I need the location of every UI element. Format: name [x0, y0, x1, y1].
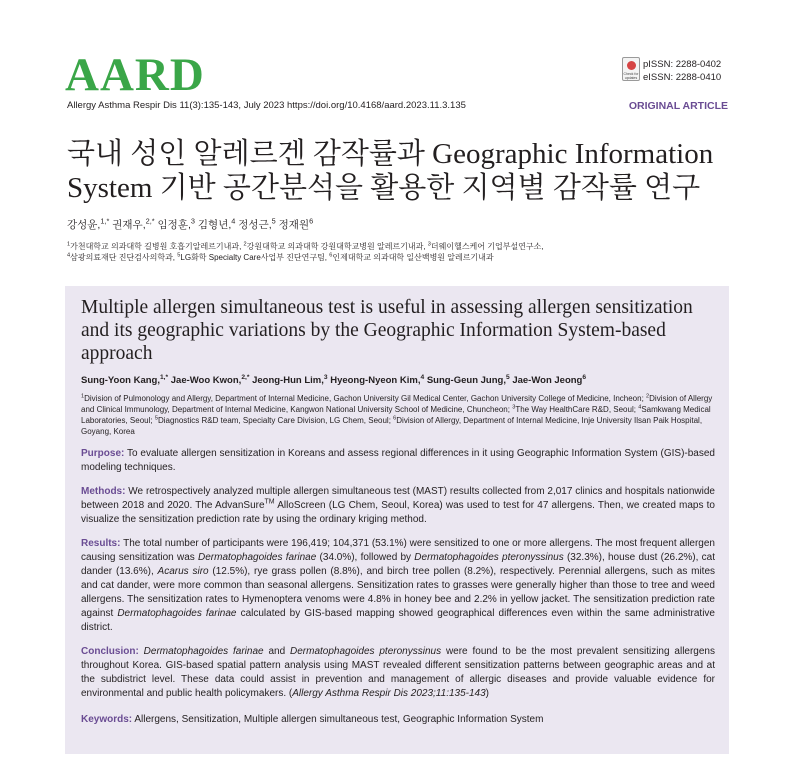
- check-updates-icon: [627, 61, 636, 70]
- author-sup: 6: [309, 216, 314, 226]
- results-text: (34.0%), followed by: [316, 552, 415, 563]
- english-authors: [81, 375, 715, 386]
- aff-sup: 5: [177, 252, 181, 259]
- aff-text: 강원대학교 의과대학 강원대학교병원 알레르기내과,: [246, 242, 428, 251]
- aff-text: Division of Allergy and Clinical Immunology, Department of Internal Medicine, Kangwon National University School of Medicine, Chuncheon;: [81, 394, 713, 414]
- aff-text: LG화학 Specialty Care사업부 진단연구팀,: [180, 253, 330, 262]
- conclusion-text: ): [485, 688, 490, 699]
- keywords-text: Allergens, Sensitization, Multiple allergen simultaneous test, Geographic Information System: [132, 714, 544, 725]
- english-title: Multiple allergen simultaneous test is useful in assessing allergen sensitization and its geographic variations by the Geographic Information System-based approach: [81, 297, 693, 364]
- english-affiliations: [81, 393, 715, 437]
- aff-text: 인제대학교 의과대학 일산백병원 알레르기내과: [332, 253, 494, 262]
- aff-text: 가천대학교 의과대학 길병원 호흡기알레르기내과,: [70, 242, 244, 251]
- aff-sup: 1: [81, 393, 85, 400]
- citation-ref: Allergy Asthma Respir Dis 2023;11:135-143: [292, 688, 486, 699]
- methods-section: [81, 485, 715, 527]
- species-name: Acarus siro: [157, 566, 209, 577]
- species-name: Dermatophagoides farinae: [117, 608, 237, 619]
- author-name: 임정훈,: [157, 219, 191, 231]
- purpose-label: Purpose:: [81, 448, 125, 459]
- author-sup: 1,*: [159, 373, 169, 381]
- author-name: 강성윤,: [67, 219, 101, 231]
- aff-text: 삼광의료재단 진단검사의학과,: [70, 253, 178, 262]
- aff-text: Division of Allergy, Department of Internal Medicine, Inje University Ilsan Paik Hospital, Goyang, Korea: [81, 416, 703, 436]
- results-text: calculated by GIS-based mapping showed geographical differences even within the same administrative district.: [81, 608, 715, 633]
- aff-text: Diagnostics R&D team, Specialty Care Division, LG Chem, Seoul;: [157, 416, 394, 425]
- author-name: 권재우,: [112, 219, 146, 231]
- trademark-sup: TM: [264, 498, 275, 506]
- aff-sup: 1: [67, 241, 71, 248]
- author-name: Jeong-Hun Lim,: [252, 375, 324, 386]
- check-for-updates-badge[interactable]: [622, 57, 640, 81]
- aff-sup: 6: [393, 415, 397, 422]
- species-name: Dermatophagoides pteronyssinus: [414, 552, 564, 563]
- author-name: 정재원: [278, 219, 310, 231]
- badge-text: Check for updates: [623, 72, 639, 80]
- author-sup: 2,*: [241, 373, 250, 381]
- aff-text: 더웨이헬스케어 기업부설연구소,: [430, 242, 544, 251]
- aff-sup: 2: [243, 241, 247, 248]
- results-section: [81, 537, 715, 635]
- keywords-label: Keywords:: [81, 714, 133, 725]
- results-label: Results:: [81, 538, 121, 549]
- conclusion-text: were found to be the most prevalent sensitizing allergens throughout Korea. GIS-based spatial pattern analysis using MAST revealed different sensitization patterns between geographic areas and at the subdistrict level. These data could assist in prevention and management of allergic diseases and provide valuable evidence for environmental and public health policymakers. (: [81, 646, 715, 699]
- aff-text: The Way HealthCare R&D, Seoul;: [515, 405, 639, 414]
- author-sup: 2,*: [145, 216, 155, 226]
- purpose-section: [81, 447, 715, 475]
- article-type-label: ORIGINAL ARTICLE: [628, 100, 728, 112]
- aff-text: Samkwang Medical Laboratories, Seoul;: [81, 405, 711, 425]
- author-name: Hyeong-Nyeon Kim,: [330, 375, 421, 386]
- author-sup: 5: [505, 373, 510, 381]
- korean-title-line2: System 기반 공간분석을 활용한 지역별 감작률 연구: [67, 172, 701, 204]
- author-name: Jae-Won Jeong: [512, 375, 583, 386]
- author-name: Sung-Geun Jung,: [426, 375, 506, 386]
- conclusion-text: and: [263, 646, 291, 657]
- results-text: (12.5%), rye grass pollen (8.8%), and birch tree pollen (8.2%), respectively. Perennial allergens, such as mites and cat dander, were more common than seasonal allergens. Sensitization rates to grasses were generally higher than those to tree and weed allergens. The sensitization rates to Hymenoptera venoms were 4.8% in honey bee and 2.2% in yellow jacket. The sensitization prediction rate against: [81, 566, 716, 619]
- author-sup: 4: [420, 373, 425, 381]
- author-sup: 1,*: [100, 216, 110, 226]
- author-name: 김형년,: [197, 219, 232, 231]
- methods-label: Methods:: [81, 486, 126, 497]
- author-sup: 5: [271, 216, 276, 226]
- methods-text: We retrospectively analyzed multiple allergen simultaneous test (MAST) results collected from 2,017 clinics and hospitals nationwide between 2018 and 2020. The AdvanSure: [81, 486, 715, 511]
- purpose-text: To evaluate allergen sensitization in Koreans and assess regional differences in it using Geographic Information System (GIS)-based modeling techniques.: [81, 448, 715, 473]
- species-name: Dermatophagoides farinae: [198, 552, 317, 563]
- aff-sup: 5: [154, 415, 158, 422]
- keywords-section: [81, 713, 715, 727]
- results-text: The total number of participants were 196,419; 104,371 (53.1%) were sensitized to one or more allergens. The most frequent allergen causing sensitization was: [81, 538, 715, 563]
- author-sup: 4: [231, 216, 236, 226]
- aff-sup: 4: [638, 404, 642, 411]
- journal-logo: AARD: [65, 49, 205, 101]
- issn-block: [643, 58, 721, 84]
- author-name: 정성근,: [238, 219, 272, 231]
- species-name: Dermatophagoides pteronyssinus: [290, 646, 442, 657]
- author-sup: 3: [190, 216, 195, 226]
- aff-text: Division of Pulmonology and Allergy, Department of Internal Medicine, Gachon University Gil Medical Center, Gachon University College of Medicine, Incheon;: [84, 394, 647, 403]
- korean-title: [67, 137, 747, 205]
- species-name: Dermatophagoides farinae: [143, 646, 264, 657]
- abstract-box: [65, 286, 729, 754]
- aff-sup: 3: [427, 241, 431, 248]
- results-text: (32.3%), house dust (26.2%), cat dander (13.6%),: [81, 552, 715, 577]
- aff-sup: 2: [646, 393, 650, 400]
- pissn: pISSN: 2288-0402: [643, 59, 722, 70]
- aff-sup: 4: [67, 252, 71, 259]
- methods-text: AlloScreen (LG Chem, Seoul, Korea) was used to test for 47 allergens. Then, we created maps to visualize the sensitization prediction rate by using the ordinary kriging method.: [81, 500, 715, 525]
- author-sup: 6: [582, 373, 587, 381]
- aff-sup: 3: [512, 404, 516, 411]
- journal-citation: Allergy Asthma Respir Dis 11(3):135-143, July 2023 https://doi.org/10.4168/aard.2023.11.3.135: [67, 100, 466, 111]
- author-name: Jae-Woo Kwon,: [170, 375, 242, 386]
- author-sup: 3: [323, 373, 328, 381]
- korean-authors: [67, 217, 313, 232]
- conclusion-label: Conclusion:: [81, 646, 139, 657]
- author-name: Sung-Yoon Kang,: [81, 375, 160, 386]
- conclusion-section: [81, 645, 715, 701]
- korean-title-line1: 국내 성인 알레르겐 감작률과 Geographic Information: [67, 138, 714, 170]
- korean-affiliations: [67, 241, 747, 263]
- eissn: eISSN: 2288-0410: [643, 72, 722, 83]
- aff-sup: 6: [329, 252, 333, 259]
